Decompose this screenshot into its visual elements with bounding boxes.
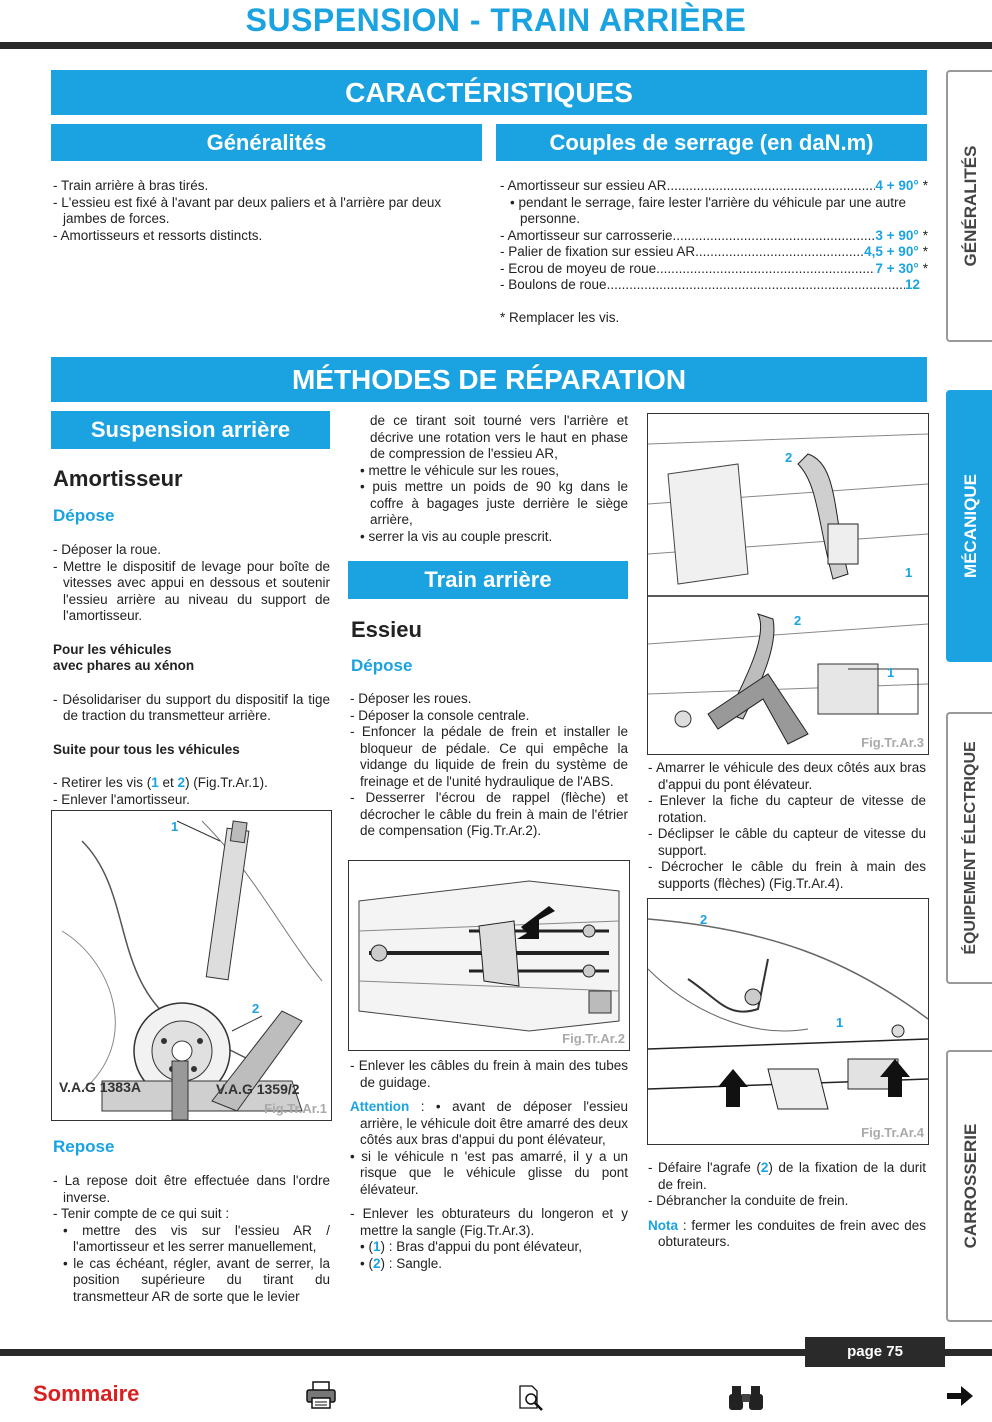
figure-tr-ar-3	[647, 413, 929, 755]
callout-2: 2	[785, 450, 793, 465]
callout-2: 2	[252, 1001, 260, 1016]
list-item: - Train arrière à bras tirés.	[53, 178, 209, 193]
generalites-heading: Généralités	[51, 124, 482, 161]
torque-value: 4,5 + 90°	[864, 244, 919, 259]
list-item: - Amarrer le véhicule des deux côtés aux bras d'appui du pont élévateur.	[648, 760, 926, 792]
figure-label: Fig.Tr.Ar.4	[861, 1125, 924, 1140]
list-item: - Amortisseurs et ressorts distincts.	[53, 227, 263, 243]
col3-steps	[648, 760, 926, 892]
figure-tr-ar-4	[647, 898, 929, 1145]
tab-generalites[interactable]: GÉNÉRALITÉS	[946, 70, 992, 342]
lifting-strap-illustration	[648, 414, 928, 754]
list-item: - Tenir compte de ce qui suit :	[53, 1206, 230, 1221]
torque-label: - Amortisseur sur essieu AR	[500, 178, 667, 193]
legend-item: • (2) : Sangle.	[360, 1255, 443, 1271]
list-item: - Desserrer l'écrou de rappel (flèche) et décrocher le câble du frein à main de l'étrier de compensation (Fig.Tr.Ar.2).	[350, 790, 628, 838]
paragraph: de ce tirant soit tourné vers l'arrière et décrive une rotation vers le haut en phase de compression de l'essieu AR,	[370, 413, 628, 461]
figure-tr-ar-2	[348, 860, 630, 1051]
torque-row	[500, 178, 928, 195]
torque-label: - Ecrou de moyeu de roue	[500, 260, 657, 276]
torque-footnote: * Remplacer les vis.	[500, 309, 620, 325]
torque-label: - Boulons de roue	[500, 277, 607, 292]
figure-label: Fig.Tr.Ar.1	[264, 1101, 327, 1116]
depose-heading: Dépose	[351, 656, 413, 675]
sommaire-link[interactable]: Sommaire	[33, 1381, 140, 1406]
list-item: - Retirer les vis (1 et 2) (Fig.Tr.Ar.1).	[53, 775, 268, 790]
callout-1: 1	[171, 819, 179, 834]
caracteristiques-banner: CARACTÉRISTIQUES	[51, 70, 927, 115]
torque-star: *	[922, 227, 928, 243]
essieu-steps	[350, 691, 628, 840]
tab-equipement-electrique[interactable]: ÉQUIPEMENT ÉLECTRIQUE	[946, 712, 992, 984]
torque-value: 4 + 90°	[875, 178, 919, 193]
list-item: - La repose doit être effectuée dans l'ordre inverse.	[53, 1173, 330, 1205]
amortisseur-heading: Amortisseur	[53, 466, 183, 491]
list-item: - Désolidariser du support du dispositif la tige de traction du transmetteur arrière.	[53, 691, 330, 723]
list-item: - Mettre le dispositif de levage pour boîte de vitesses avec appui en dessous et soutenir l'essieu arrière au niveau du support de l'amortisseur.	[53, 558, 330, 623]
figure-label: Fig.Tr.Ar.2	[562, 1031, 625, 1046]
header-rule	[0, 42, 992, 49]
callout-2: 2	[794, 613, 802, 628]
list-item: - Déposer les roues.	[350, 691, 472, 706]
legend-item: • (1) : Bras d'appui du pont élévateur,	[360, 1239, 582, 1254]
list-item: - Enlever les câbles du frein à main des tubes de guidage.	[350, 1058, 628, 1090]
essieu-steps-2	[350, 1058, 628, 1272]
list-item: - Enfoncer la pédale de frein et installer le bloqueur de pédale. Ce qui empêche la vidange du liquide de frein du système de freinage et de l'unité hydraulique de l'ABS.	[350, 724, 628, 789]
callout-1: 1	[887, 665, 895, 680]
couples-list	[500, 178, 928, 326]
amortisseur-steps	[53, 542, 330, 808]
next-arrow-icon[interactable]	[945, 1384, 975, 1408]
list-item: - Défaire l'agrafe (2) de la fixation de la durit de frein.	[648, 1160, 926, 1192]
list-item: • puis mettre un poids de 90 kg dans le coffre à bagages juste derrière le siège arrière,	[360, 479, 628, 527]
torque-label: - Amortisseur sur carrosserie	[500, 227, 673, 243]
list-item: • mettre le véhicule sur les roues,	[360, 462, 560, 478]
torque-value: 12	[904, 277, 920, 292]
list-item: - Décrocher le câble du frein à main des supports (flèches) (Fig.Tr.Ar.4).	[648, 859, 926, 891]
depose-heading: Dépose	[53, 506, 115, 525]
nota-note: Nota : fermer les conduites de frein avec des obturateurs.	[648, 1217, 926, 1249]
list-item: • si le véhicule n 'est pas amarré, il y a un risque que le véhicule glisse du pont élévateur.	[350, 1148, 628, 1197]
callout-1: 1	[836, 1015, 844, 1030]
methodes-banner: MÉTHODES DE RÉPARATION	[51, 357, 927, 402]
suspension-arriere-heading: Suspension arrière	[51, 411, 330, 449]
callout-2: 2	[700, 912, 708, 927]
torque-note: • pendant le serrage, faire lester l'arrière du véhicule par une autre personne.	[510, 194, 907, 226]
brake-cable-illustration	[648, 899, 928, 1144]
page-number: page 75	[847, 1343, 903, 1360]
torque-value: 3 + 90°	[875, 227, 919, 243]
page-number-box	[805, 1337, 945, 1367]
list-item: - Enlever l'amortisseur.	[53, 791, 190, 807]
essieu-heading: Essieu	[351, 617, 422, 642]
repose-heading: Repose	[53, 1137, 115, 1156]
tab-mecanique[interactable]: MÉCANIQUE	[946, 390, 992, 662]
torque-star: *	[922, 178, 928, 193]
printer-icon[interactable]	[305, 1380, 337, 1410]
torque-star: *	[922, 244, 928, 259]
list-item: • serrer la vis au couple prescrit.	[360, 528, 553, 544]
list-item: - L'essieu est fixé à l'avant par deux paliers et à l'arrière par deux jambes de forces.	[53, 194, 442, 226]
attention-note: Attention : • avant de déposer l'essieu arrière, le véhicule doit être amarré des deux côtés aux bras d'appui du pont élévateur,	[350, 1099, 628, 1147]
search-document-icon[interactable]	[517, 1384, 545, 1412]
attention-label: Attention	[350, 1099, 410, 1114]
list-item: - Déposer la console centrale.	[350, 707, 530, 723]
tab-carrosserie[interactable]: CARROSSERIE	[946, 1050, 992, 1322]
xenon-line: avec phares au xénon	[53, 658, 195, 673]
torque-star: *	[922, 260, 928, 276]
xenon-line: Pour les véhicules	[53, 641, 172, 657]
torque-value: 7 + 30°	[875, 260, 919, 276]
continued-text	[350, 413, 628, 545]
generalites-list	[53, 178, 483, 244]
nota-label: Nota	[648, 1217, 678, 1233]
list-item: - Débrancher la conduite de frein.	[648, 1193, 849, 1208]
list-item: - Enlever la fiche du capteur de vitesse de rotation.	[648, 793, 926, 825]
torque-label: - Palier de fixation sur essieu AR	[500, 244, 696, 259]
list-item: - Déposer la roue.	[53, 542, 162, 557]
torque-row	[500, 244, 928, 261]
train-arriere-heading: Train arrière	[348, 561, 628, 599]
list-item: - Enlever les obturateurs du longeron et y mettre la sangle (Fig.Tr.Ar.3).	[350, 1206, 628, 1238]
col3-steps-2	[648, 1160, 926, 1251]
list-item: - Déclipser le câble du capteur de vitesse du support.	[648, 826, 926, 858]
page-title: SUSPENSION - TRAIN ARRIÈRE	[245, 2, 747, 38]
tool-label: V.A.G 1359/2	[216, 1081, 300, 1097]
torque-row	[500, 261, 928, 278]
xenon-note	[53, 642, 330, 675]
tool-label: V.A.G 1383A	[59, 1079, 141, 1095]
binoculars-icon[interactable]	[728, 1382, 764, 1412]
shock-absorber-illustration	[52, 811, 331, 1120]
brake-equalizer-illustration	[349, 861, 629, 1050]
figure-tr-ar-1	[51, 810, 332, 1121]
list-item: • mettre des vis sur l'essieu AR / l'amortisseur et les serrer manuellement,	[63, 1222, 330, 1254]
list-item: • le cas échéant, régler, avant de serrer, la position supérieure du tirant du transmetteur AR de sorte que le levier	[63, 1255, 330, 1304]
callout-1: 1	[905, 565, 913, 580]
torque-row	[500, 277, 928, 294]
couples-heading: Couples de serrage (en daN.m)	[496, 124, 927, 161]
figure-label: Fig.Tr.Ar.3	[861, 735, 924, 750]
torque-row	[500, 228, 928, 245]
suite-note: Suite pour tous les véhicules	[53, 741, 240, 757]
repose-steps	[53, 1173, 330, 1305]
